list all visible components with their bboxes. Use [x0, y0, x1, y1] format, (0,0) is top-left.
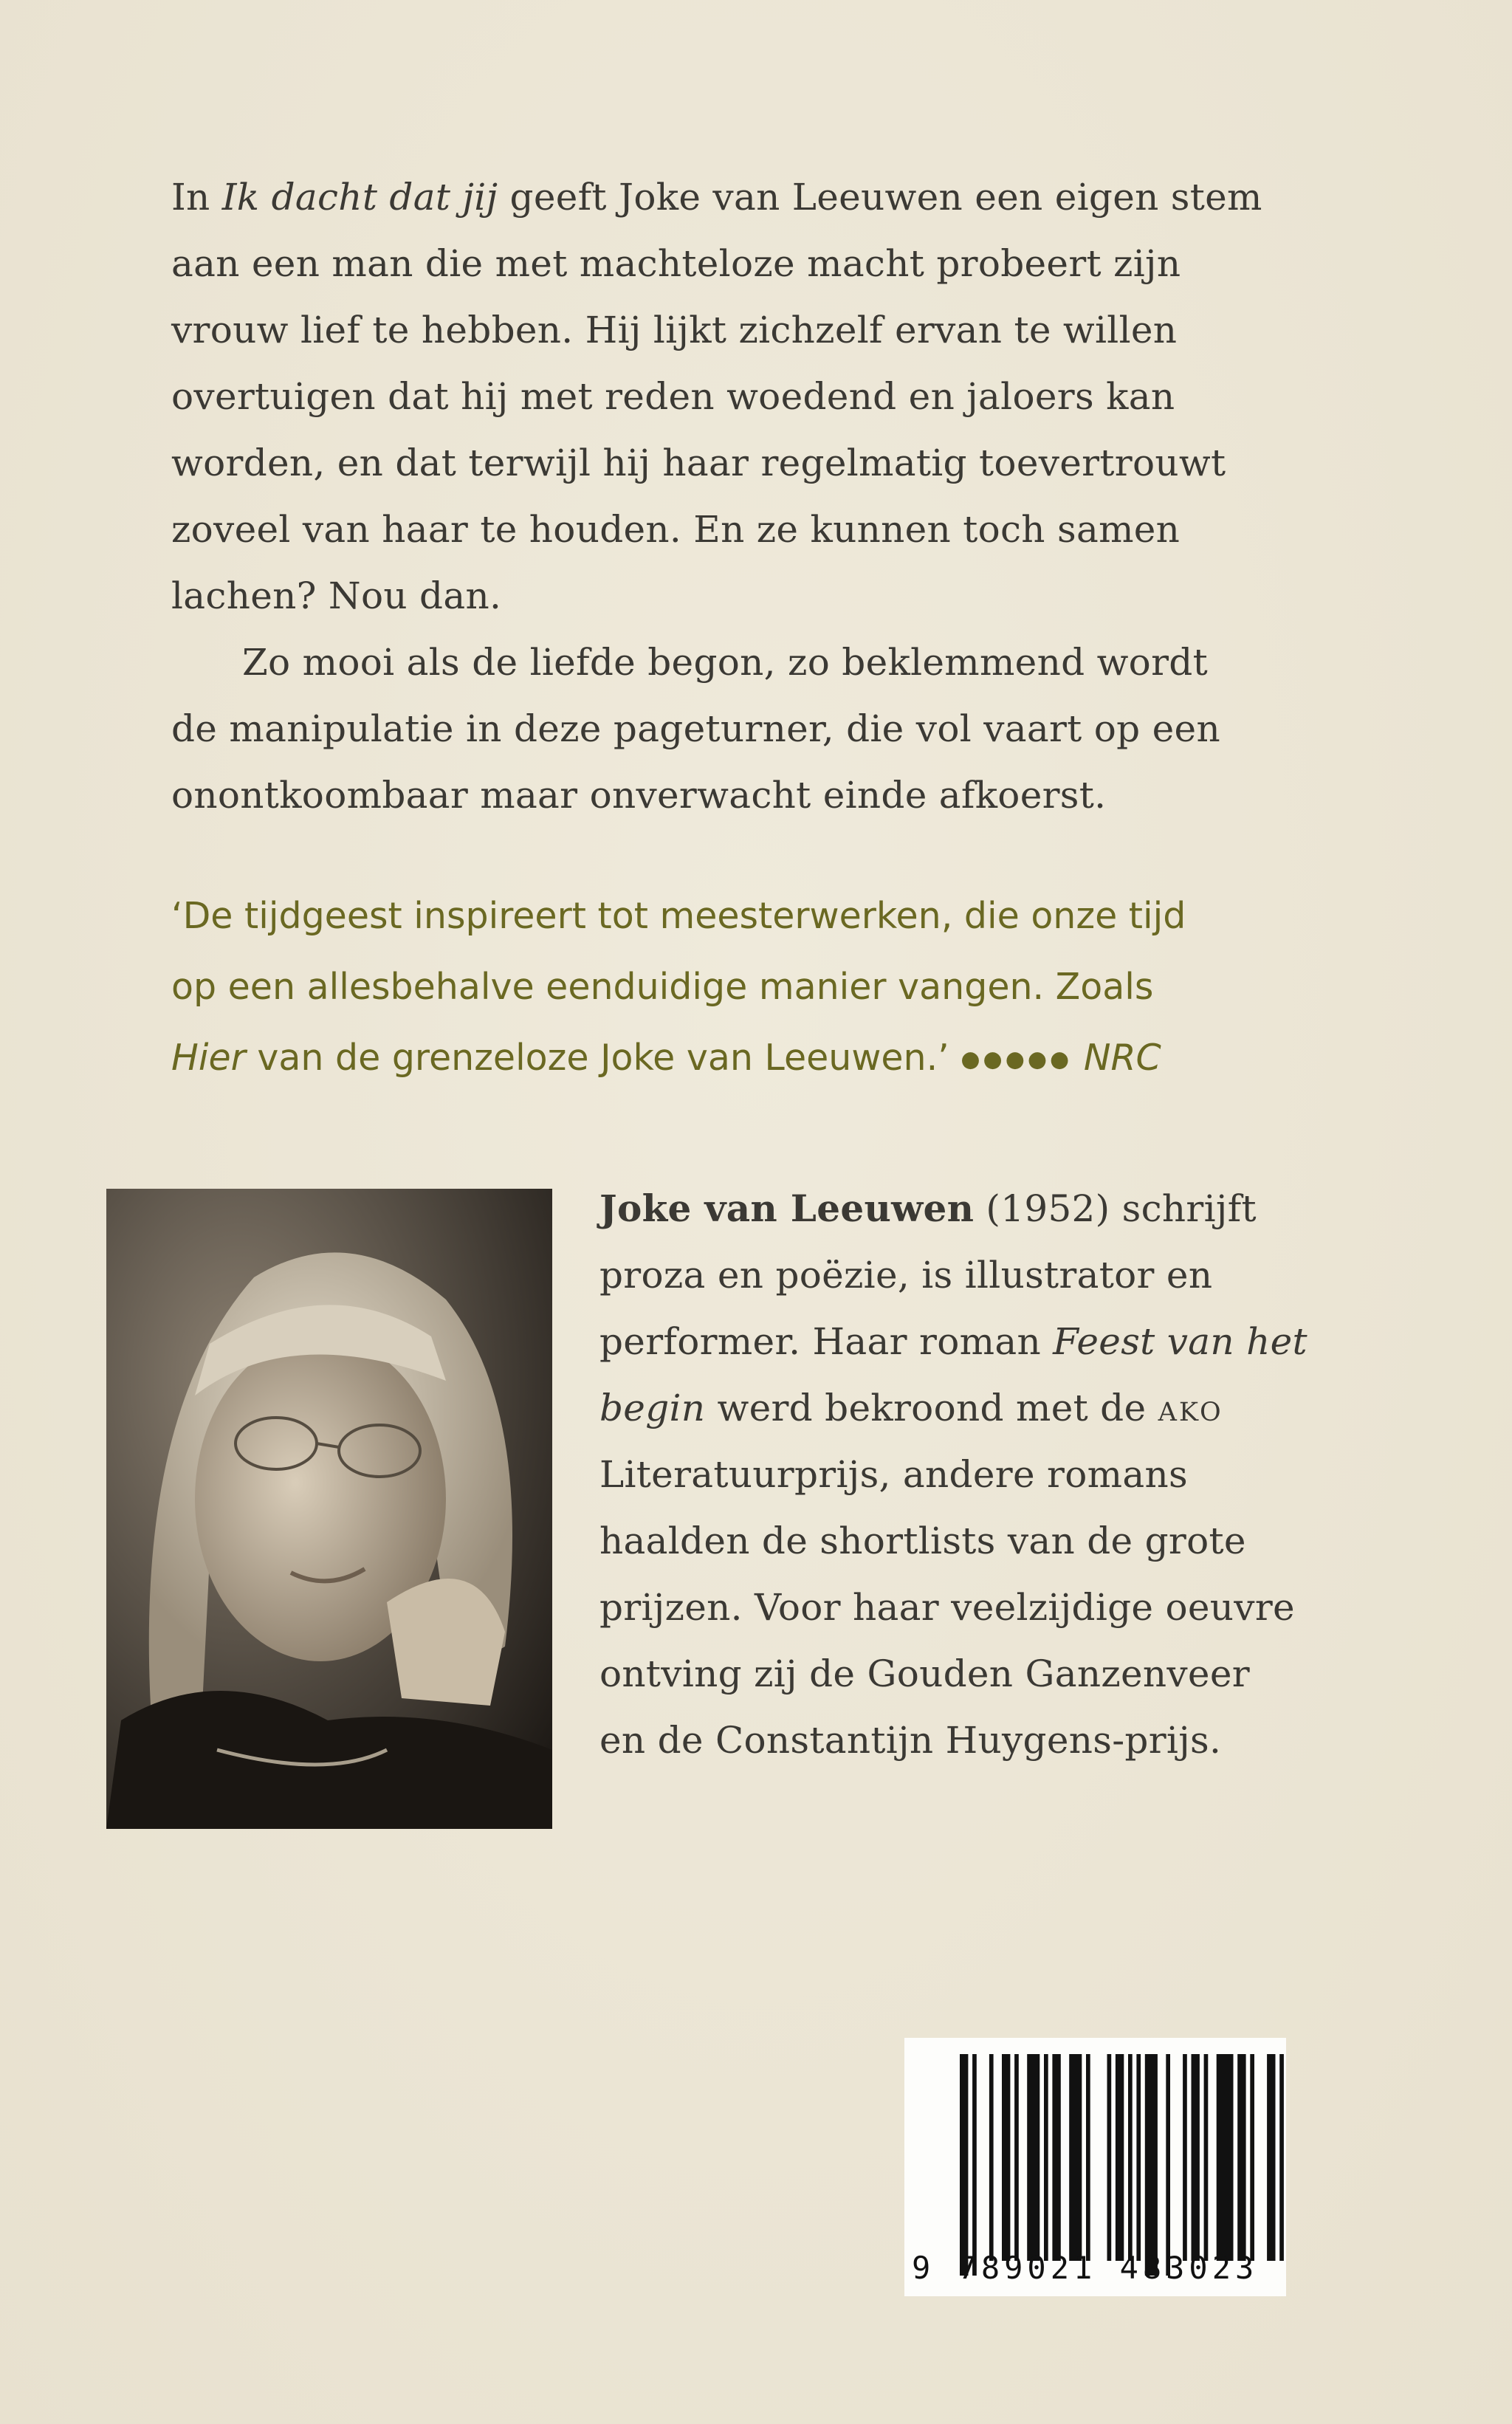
bio-line: [599, 1375, 1223, 1441]
barcode-bar: [1052, 2054, 1060, 2261]
book-title: Ik dacht dat jij: [221, 176, 498, 219]
novel-title: Feest van het: [1053, 1320, 1307, 1363]
text: In: [171, 176, 222, 219]
bio-line: ontving zij de Gouden Ganzenveer: [599, 1652, 1250, 1695]
review-source: NRC: [1083, 1037, 1161, 1079]
barcode-bar: [1250, 2054, 1254, 2261]
bio-line: en de Constantijn Huygens-prijs.: [599, 1719, 1222, 1762]
blurb-line: zoveel van haar te houden. En ze kunnen toch samen: [171, 508, 1181, 551]
barcode-bar: [1204, 2054, 1209, 2261]
barcode-bar: [960, 2054, 968, 2276]
prize-name: ako: [1158, 1387, 1223, 1429]
isbn-number: 9 789021 483023: [912, 2250, 1259, 2286]
barcode-bar: [1183, 2054, 1187, 2261]
bio-line: [599, 1175, 1257, 1242]
barcode-bar: [1069, 2054, 1082, 2261]
quoted-title: Hier: [171, 1037, 246, 1079]
barcode-bar: [1217, 2054, 1234, 2261]
barcode-bar: [1027, 2054, 1040, 2261]
barcode-bar: [1267, 2054, 1275, 2261]
novel-title: begin: [599, 1387, 706, 1429]
quote-line: op een allesbehalve eenduidige manier vangen. Zoals: [171, 966, 1154, 1008]
author-name: Joke van Leeuwen: [599, 1187, 975, 1230]
bio-line: prijzen. Voor haar veelzijdige oeuvre: [599, 1586, 1295, 1629]
bio-line: haalden de shortlists van de grote: [599, 1520, 1246, 1562]
barcode-bar: [1116, 2054, 1124, 2261]
blurb-line: aan een man die met machteloze macht probeert zijn: [171, 242, 1181, 285]
barcode-bar: [1145, 2054, 1158, 2276]
text: van de grenzeloze Joke van Leeuwen.’: [245, 1037, 949, 1079]
barcode-bar: [1279, 2054, 1284, 2261]
barcode-bar: [1136, 2054, 1141, 2261]
bio-line: proza en poëzie, is illustrator en: [599, 1254, 1213, 1297]
blurb-line: [171, 164, 1262, 230]
barcode-bar: [989, 2054, 994, 2261]
barcode-bar: [1128, 2054, 1133, 2261]
star-rating: ●●●●●: [961, 1046, 1073, 1073]
barcode-bar: [1192, 2054, 1200, 2261]
text: performer. Haar roman: [599, 1320, 1054, 1363]
quote-line: ‘De tijdgeest inspireert tot meesterwerken, die onze tijd: [171, 895, 1186, 937]
barcode-bar: [1086, 2054, 1090, 2261]
blurb-line: de manipulatie in deze pageturner, die vol vaart op een: [171, 707, 1220, 750]
blurb-line: overtuigen dat hij met reden woedend en jaloers kan: [171, 375, 1175, 418]
barcode-bar: [1014, 2054, 1019, 2261]
blurb-line: onontkoombaar maar onverwacht einde afkoerst.: [171, 774, 1107, 817]
blurb-line: Zo mooi als de liefde begon, zo beklemmend wordt: [242, 641, 1208, 684]
barcode-bar: [1044, 2054, 1048, 2261]
bio-line: Literatuurprijs, andere romans: [599, 1453, 1188, 1496]
author-portrait-image: [106, 1189, 552, 1829]
barcode-bar: [1237, 2054, 1245, 2261]
text: (1952) schrijft: [974, 1187, 1257, 1230]
barcode-bar: [1166, 2054, 1170, 2276]
text: geeft Joke van Leeuwen een eigen stem: [498, 176, 1262, 219]
barcode-bar: [972, 2054, 977, 2276]
blurb-line: lachen? Nou dan.: [171, 574, 502, 617]
author-photo: [106, 1189, 552, 1829]
blurb-line: vrouw lief te hebben. Hij lijkt zichzelf ervan te willen: [171, 309, 1178, 351]
text: werd bekroond met de: [705, 1387, 1158, 1429]
barcode-bar: [1107, 2054, 1112, 2261]
barcode-bar: [1002, 2054, 1010, 2261]
bio-line: [599, 1308, 1307, 1375]
blurb-line: worden, en dat terwijl hij haar regelmatig toevertrouwt: [171, 442, 1226, 484]
quote-line: [171, 1025, 1161, 1093]
isbn-barcode: [904, 2038, 1286, 2296]
